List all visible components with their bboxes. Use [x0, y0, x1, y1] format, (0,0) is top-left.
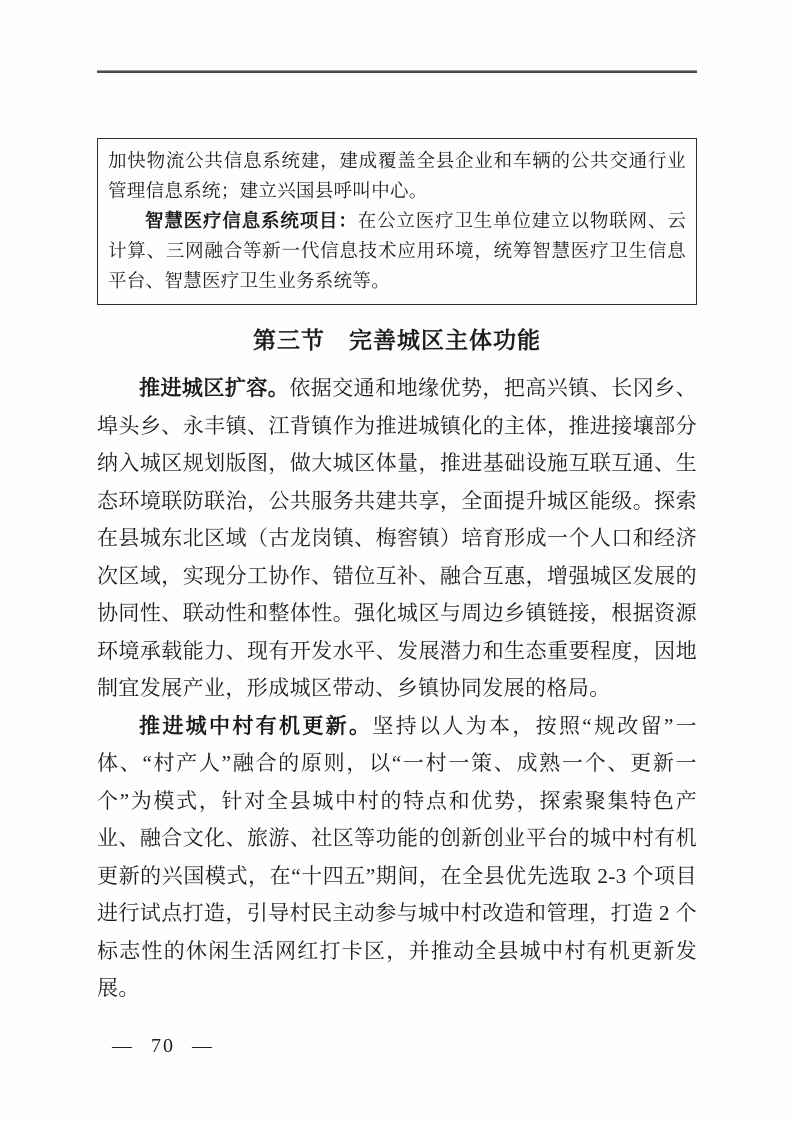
project-info-box [97, 138, 697, 305]
info-box-continuation-text: 加快物流公共信息系统建，建成覆盖全县企业和车辆的公共交通行业管理信息系统；建立兴国县呼叫中心。 [108, 152, 686, 202]
info-box-paragraph-body: 在公立医疗卫生单位建立以物联网、云计算、三网融合等新一代信息技术应用环境，统筹智慧医疗卫生信息平台、智慧医疗卫生业务系统等。 [108, 212, 686, 292]
paragraph-urban-expansion-body: 依据交通和地缘优势，把高兴镇、长冈乡、埠头乡、永丰镇、江背镇作为推进城镇化的主体，推进接壤部分纳入城区规划版图，做大城区体量，推进基础设施互联互通、生态环境联防联治，公共服务共建共享，全面提升城区能级。探索在县城东北区域（古龙岗镇、梅窖镇）培育形成一个人口和经济次区域，实现分工协作、错位互补、融合互惠，增强城区发展的协同性、联动性和整体性。强化城区与周边乡镇链接，根据资源环境承载能力、现有开发水平、发展潜力和生态重要程度，因地制宜发展产业，形成城区带动、乡镇协同发展的格局。 [97, 376, 697, 700]
paragraph-urban-expansion [97, 370, 697, 708]
body-text [97, 370, 697, 1008]
paragraph-village-renewal [97, 708, 697, 1008]
paragraph-village-renewal-lead: 推进城中村有机更新。 [139, 713, 373, 738]
paragraph-urban-expansion-lead: 推进城区扩容。 [139, 376, 290, 400]
info-box-paragraph [108, 207, 686, 297]
header-rule [97, 70, 697, 73]
section-heading: 第三节 完善城区主体功能 [253, 328, 541, 353]
info-box-paragraph-lead: 智慧医疗信息系统项目： [145, 212, 358, 232]
paragraph-village-renewal-body: 坚持以人为本，按照“规改留”一体、“村产人”融合的原则，以“一村一策、成熟一个、更新一个”为模式，针对全县城中村的特点和优势，探索聚集特色产业、融合文化、旅游、社区等功能的创新创业平台的城中村有机更新的兴国模式，在“十四五”期间，在全县优先选取 2-3 个项目进行试点打造，引导村民主动参与城中村改造和管理，打造 2 个标志性的休闲生活网红打卡区，并推动全县城中村有机更新发展。 [97, 713, 698, 1000]
page-number: — 70 — [112, 1035, 214, 1057]
